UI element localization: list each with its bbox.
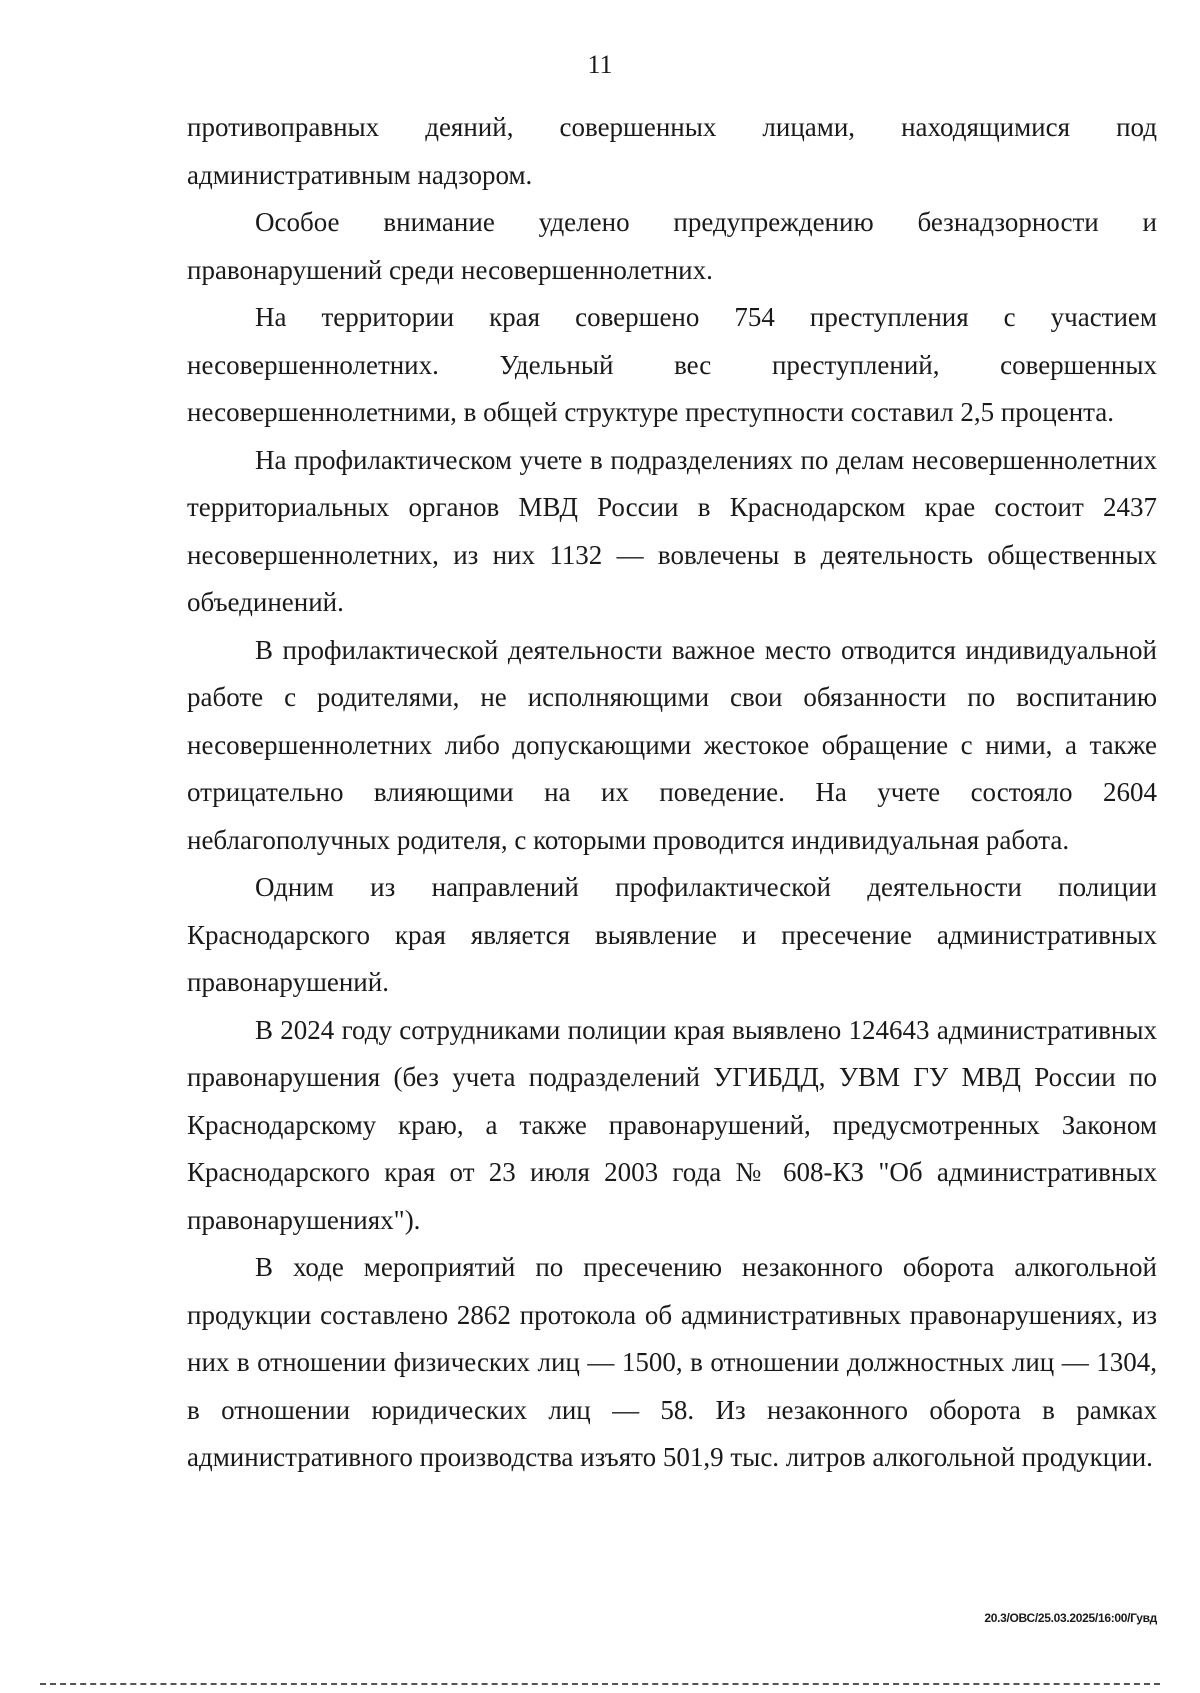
- paragraph-admin-offenses-intro: Одним из направлений профилактической деятельности полиции Краснодарского края является выявление и пресечение административных правонарушений.: [187, 872, 1157, 997]
- paragraph-minor-crimes: На территории края совершено 754 преступления с участием несовершеннолетних. Удельный вес преступлений, совершенных несовершеннолетними, в общей структуре преступности составил 2,5 процента.: [187, 302, 1157, 427]
- paragraph-preventive-registry: На профилактическом учете в подразделениях по делам несовершеннолетних территориальных органов МВД России в Краснодарском крае состоит 2437 несовершеннолетних, из них 1132 — вовлечены в деятельность общественных объединений.: [187, 444, 1157, 617]
- paragraph-alcohol-turnover: В ходе мероприятий по пресечению незаконного оборота алкогольной продукции составлено 2862 протокола об административных правонарушениях, из них в отношении физических лиц — 1500, в отношении должностных лиц — 1304, в отношении юридических лиц — 58. Из незаконного оборота в рамках административного производства изъято 501,9 тыс. литров алкогольной продукции.: [187, 1252, 1157, 1472]
- scan-edge-line: [40, 1683, 1160, 1685]
- paragraph-parents-work: В профилактической деятельности важное место отводится индивидуальной работе с родителями, не исполняющими свои обязанности по воспитанию несовершеннолетних либо допускающими жестокое обращение с ними, а также отрицательно влияющими на их поведение. На учете состояло 2604 неблагополучных родителя, с которыми проводится индивидуальная работа.: [187, 634, 1157, 855]
- paragraph-continuation: противоправных деяний, совершенных лицами, находящимися под административным надзором.: [187, 112, 1157, 190]
- paragraph-minors-prevention: Особое внимание уделено предупреждению безнадзорности и правонарушений среди несовершеннолетних.: [187, 207, 1157, 285]
- page-number: 11: [587, 50, 613, 79]
- document-body: [187, 104, 1157, 1482]
- document-registration-code: 20.3/ОВС/25.03.2025/16:00/Гувд: [984, 1611, 1157, 1625]
- paragraph-admin-offenses-2024: В 2024 году сотрудниками полиции края выявлено 124643 административных правонарушения (без учета подразделений УГИБДД, УВМ ГУ МВД России по Краснодарскому краю, а также правонарушений, предусмотренных Законом Краснодарского края от 23 июля 2003 года № 608-КЗ "Об административных правонарушениях").: [187, 1014, 1157, 1235]
